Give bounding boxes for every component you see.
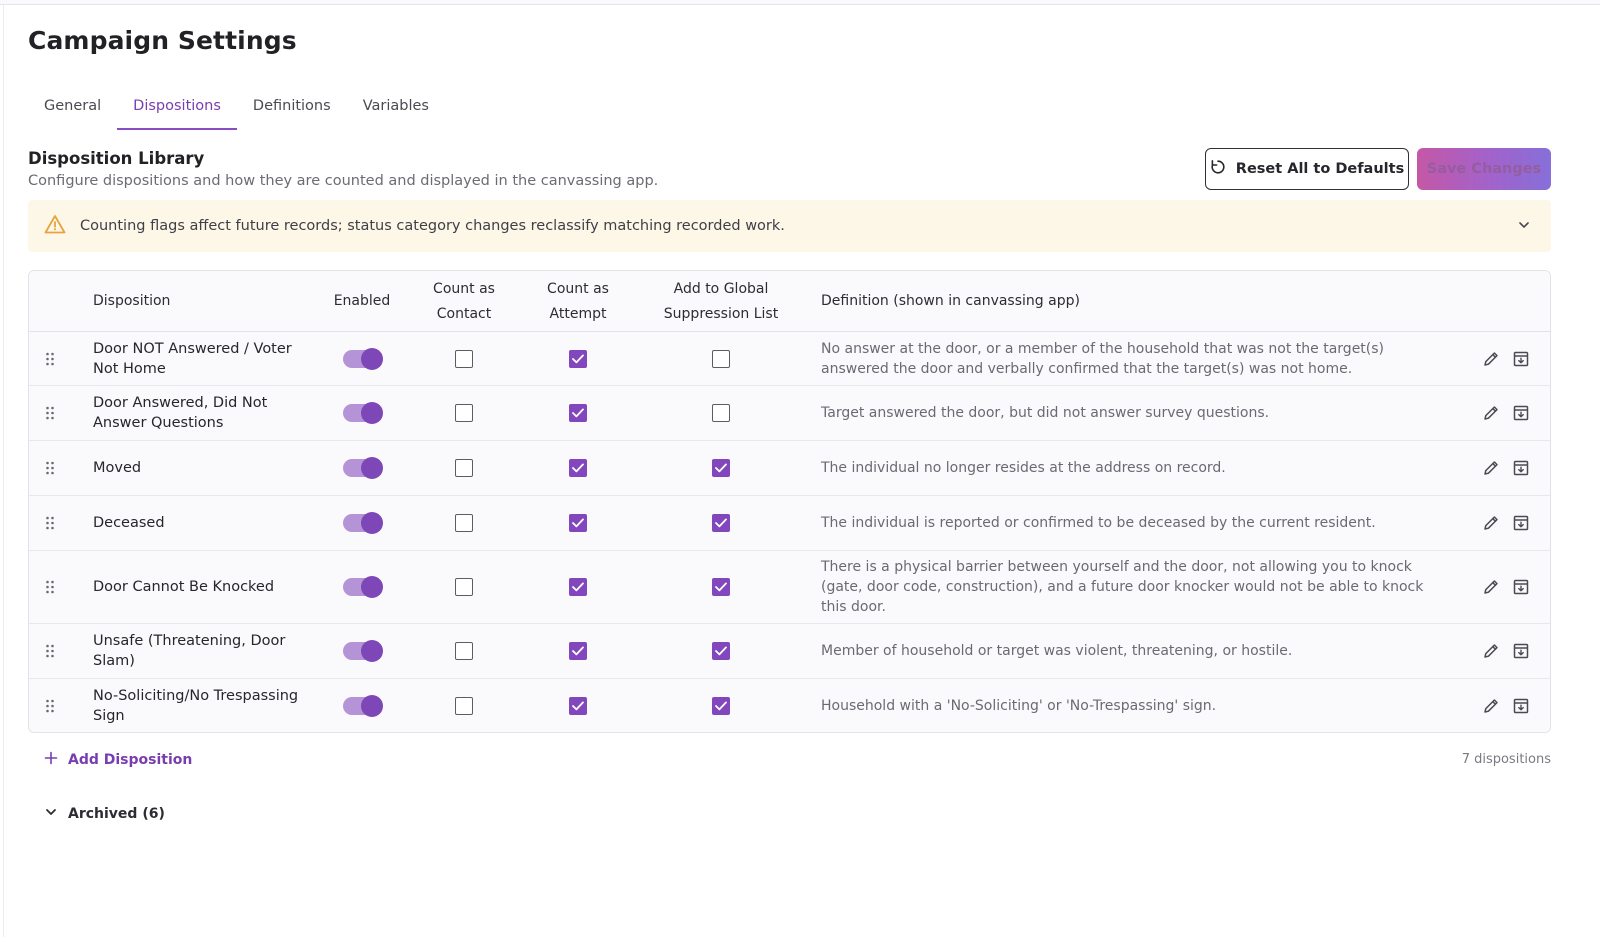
table-row: [29, 441, 1550, 496]
drag-handle-icon[interactable]: [45, 679, 65, 733]
disposition-name: [93, 551, 323, 623]
count-attempt-checkbox[interactable]: [569, 404, 587, 422]
count-attempt-checkbox[interactable]: [569, 578, 587, 596]
suppression-checkbox[interactable]: [712, 514, 730, 532]
left-divider: [0, 5, 4, 937]
warning-triangle-icon: [44, 214, 66, 238]
disposition-name: [93, 496, 323, 550]
header-text: Suppression List: [663, 305, 779, 322]
page-title: Campaign Settings: [28, 26, 297, 55]
drag-handle-icon[interactable]: [45, 624, 65, 678]
edit-pencil-icon[interactable]: [1479, 694, 1503, 718]
drag-handle-icon[interactable]: [45, 386, 65, 440]
name-line: Door NOT Answered / Voter: [93, 340, 292, 357]
definition-line: The individual is reported or confirmed to be deceased by the current resident.: [821, 515, 1376, 531]
archived-label: Archived (6): [68, 805, 165, 822]
warning-text: Counting flags affect future records; status category changes reclassify matching recorded work.: [80, 218, 785, 234]
chevron-down-icon[interactable]: [1517, 217, 1531, 236]
archive-icon[interactable]: [1509, 401, 1533, 425]
edit-pencil-icon[interactable]: [1479, 347, 1503, 371]
top-divider: [0, 0, 1600, 5]
edit-pencil-icon[interactable]: [1479, 639, 1503, 663]
archive-icon[interactable]: [1509, 456, 1533, 480]
definition-line: Household with a 'No-Soliciting' or 'No-Trespassing' sign.: [821, 698, 1217, 714]
settings-tabs: [28, 88, 445, 130]
suppression-checkbox[interactable]: [712, 578, 730, 596]
count-attempt-checkbox[interactable]: [569, 642, 587, 660]
header-text: Count as: [547, 280, 609, 297]
table-row: [29, 679, 1550, 733]
header-count-contact: [411, 271, 517, 332]
archive-icon[interactable]: [1509, 639, 1533, 663]
count-attempt-checkbox[interactable]: [569, 350, 587, 368]
save-changes-button[interactable]: [1417, 148, 1551, 190]
definition-line: Target answered the door, but did not answer survey questions.: [821, 405, 1270, 421]
enabled-toggle[interactable]: [343, 697, 381, 715]
disposition-name: [93, 679, 323, 733]
reset-defaults-button[interactable]: [1205, 148, 1409, 190]
header-text: Attempt: [549, 305, 607, 322]
edit-pencil-icon[interactable]: [1479, 511, 1503, 535]
header-disposition: Disposition: [93, 293, 171, 309]
disposition-name: [93, 441, 323, 495]
count-contact-checkbox[interactable]: [455, 514, 473, 532]
table-header: [29, 271, 1550, 332]
archive-icon[interactable]: [1509, 575, 1533, 599]
enabled-toggle[interactable]: [343, 404, 381, 422]
definition-line: No answer at the door, or a member of the household that was not the target(s): [821, 340, 1385, 357]
toggle-knob: [361, 640, 383, 662]
name-line: Slam): [93, 653, 135, 669]
count-contact-checkbox[interactable]: [455, 404, 473, 422]
count-attempt-checkbox[interactable]: [569, 514, 587, 532]
suppression-checkbox[interactable]: [712, 459, 730, 477]
header-enabled: Enabled: [333, 293, 391, 309]
archive-icon[interactable]: [1509, 694, 1533, 718]
table-row: [29, 332, 1550, 386]
section-title: Disposition Library: [28, 149, 205, 168]
reset-icon: [1210, 159, 1226, 179]
add-disposition-button[interactable]: [44, 750, 192, 769]
save-changes-label: Save Changes: [1426, 161, 1542, 177]
definition-text: [821, 496, 1441, 550]
name-line: Deceased: [93, 515, 165, 531]
header-text: Add to Global: [673, 280, 769, 297]
definition-text: [821, 551, 1441, 623]
suppression-checkbox[interactable]: [712, 350, 730, 368]
header-definition: Definition (shown in canvassing app): [821, 293, 1080, 309]
count-attempt-checkbox[interactable]: [569, 459, 587, 477]
definition-line: The individual no longer resides at the address on record.: [821, 460, 1226, 476]
edit-pencil-icon[interactable]: [1479, 401, 1503, 425]
table-row: [29, 496, 1550, 551]
toggle-knob: [361, 695, 383, 717]
tab-definitions[interactable]: Definitions: [252, 98, 331, 114]
warning-banner: [28, 200, 1551, 252]
count-attempt-checkbox[interactable]: [569, 697, 587, 715]
enabled-toggle[interactable]: [343, 514, 381, 532]
definition-line: answered the door and verbally confirmed that the target(s) was not home.: [821, 360, 1353, 377]
suppression-checkbox[interactable]: [712, 642, 730, 660]
disposition-name: [93, 332, 323, 385]
header-text: Contact: [436, 305, 492, 322]
count-contact-checkbox[interactable]: [455, 350, 473, 368]
toggle-knob: [361, 402, 383, 424]
name-line: Sign: [93, 708, 125, 724]
tab-general[interactable]: General: [44, 98, 102, 114]
toggle-knob: [361, 576, 383, 598]
plus-icon: [44, 750, 58, 769]
dispositions-table: [28, 270, 1551, 733]
reset-defaults-label: Reset All to Defaults: [1235, 161, 1405, 177]
count-contact-checkbox[interactable]: [455, 578, 473, 596]
disposition-name: [93, 386, 323, 440]
drag-handle-icon[interactable]: [45, 496, 65, 550]
definition-line: (gate, door code, construction), and a future door knocker would not be able to knock: [821, 579, 1424, 595]
suppression-checkbox[interactable]: [712, 697, 730, 715]
header-text: Count as: [433, 280, 495, 297]
tab-variables[interactable]: Variables: [362, 98, 429, 114]
suppression-checkbox[interactable]: [712, 404, 730, 422]
edit-pencil-icon[interactable]: [1479, 456, 1503, 480]
definition-line: Member of household or target was violent, threatening, or hostile.: [821, 643, 1293, 659]
enabled-toggle[interactable]: [343, 642, 381, 660]
count-contact-checkbox[interactable]: [455, 642, 473, 660]
tab-dispositions[interactable]: Dispositions: [117, 88, 237, 130]
name-line: Moved: [93, 460, 142, 476]
name-line: No-Soliciting/No Trespassing: [93, 688, 299, 704]
definition-line: this door.: [821, 599, 886, 615]
archive-icon[interactable]: [1509, 347, 1533, 371]
enabled-toggle[interactable]: [343, 578, 381, 596]
disposition-count: 7 dispositions: [1461, 752, 1551, 767]
archive-icon[interactable]: [1509, 511, 1533, 535]
edit-pencil-icon[interactable]: [1479, 575, 1503, 599]
definition-text: [821, 386, 1441, 440]
header-suppression: [647, 271, 795, 332]
count-contact-checkbox[interactable]: [455, 697, 473, 715]
header-count-attempt: [525, 271, 631, 332]
definition-text: [821, 441, 1441, 495]
drag-handle-icon[interactable]: [45, 441, 65, 495]
definition-text: [821, 332, 1441, 385]
name-line: Unsafe (Threatening, Door: [93, 633, 286, 649]
definition-text: [821, 679, 1441, 733]
disposition-name: [93, 624, 323, 678]
definition-text: [821, 624, 1441, 678]
add-disposition-label: Add Disposition: [68, 751, 193, 768]
section-subtitle: Configure dispositions and how they are counted and displayed in the canvassing app.: [28, 173, 659, 189]
table-row: [29, 386, 1550, 441]
toggle-knob: [361, 512, 383, 534]
drag-handle-icon[interactable]: [45, 332, 65, 385]
definition-line: There is a physical barrier between yourself and the door, not allowing you to knock: [821, 559, 1412, 575]
drag-handle-icon[interactable]: [45, 551, 65, 623]
name-line: Answer Questions: [93, 415, 224, 431]
count-contact-checkbox[interactable]: [455, 459, 473, 477]
name-line: Door Answered, Did Not: [93, 395, 268, 411]
table-row: [29, 551, 1550, 624]
chevron-down-icon: [44, 804, 58, 823]
table-row: [29, 624, 1550, 679]
archived-toggle[interactable]: [44, 804, 165, 823]
name-line: Not Home: [93, 360, 166, 377]
toggle-knob: [361, 348, 383, 370]
enabled-toggle[interactable]: [343, 459, 381, 477]
toggle-knob: [361, 457, 383, 479]
name-line: Door Cannot Be Knocked: [93, 579, 275, 595]
enabled-toggle[interactable]: [343, 350, 381, 368]
